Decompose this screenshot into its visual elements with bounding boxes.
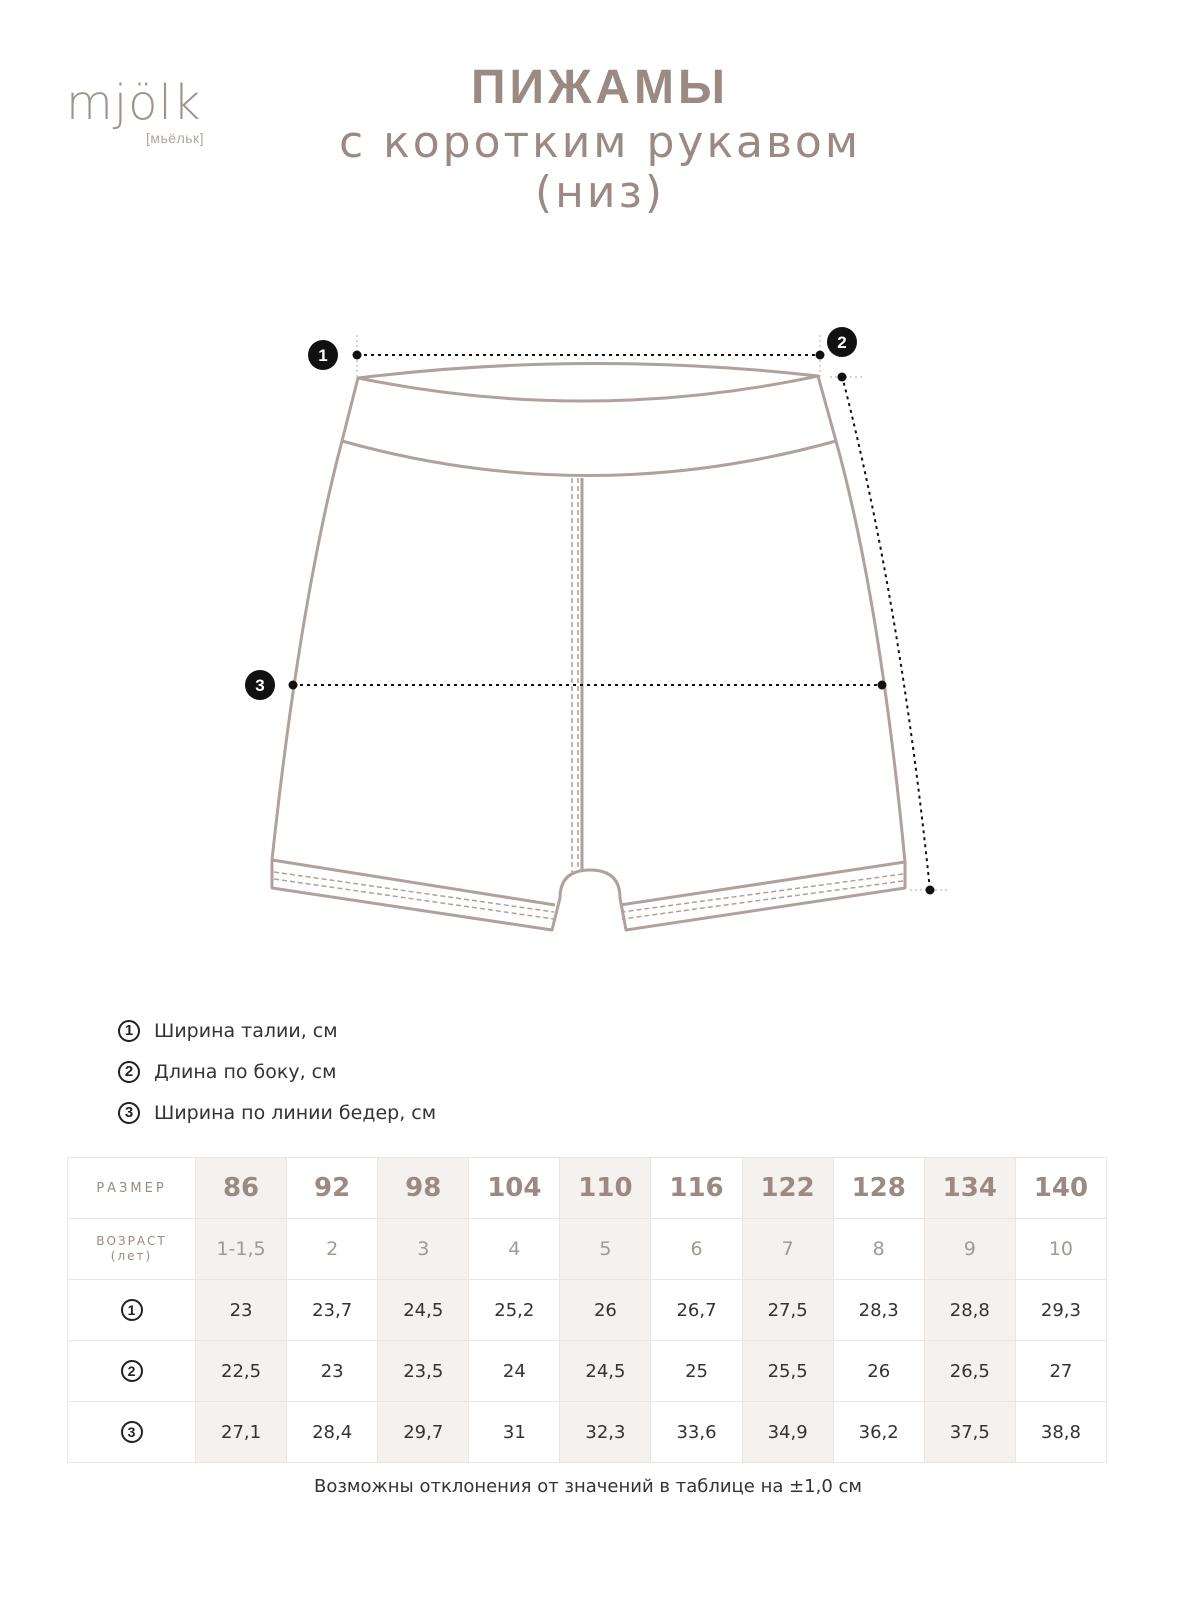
size-cell: 110 — [560, 1158, 651, 1219]
row-number: 3 — [121, 1421, 143, 1443]
value-cell: 27,1 — [196, 1402, 287, 1463]
svg-text:2: 2 — [837, 333, 847, 352]
size-table — [67, 1157, 1107, 1463]
shorts-outline — [272, 363, 905, 930]
table-row-side-length — [68, 1341, 1107, 1402]
marker-2 — [827, 327, 857, 357]
svg-text:1: 1 — [318, 346, 328, 365]
value-cell: 26 — [560, 1280, 651, 1341]
age-cell: 1-1,5 — [196, 1219, 287, 1280]
value-cell: 37,5 — [924, 1402, 1015, 1463]
stitch-lines — [274, 478, 903, 919]
measure-line-side — [842, 376, 930, 890]
value-cell: 24 — [469, 1341, 560, 1402]
page-title — [0, 58, 1200, 218]
value-cell: 26,7 — [651, 1280, 742, 1341]
age-cell: 9 — [924, 1219, 1015, 1280]
value-cell: 27,5 — [742, 1280, 833, 1341]
size-cell: 104 — [469, 1158, 560, 1219]
age-cell: 10 — [1015, 1219, 1106, 1280]
age-unit: (лет) — [110, 1249, 153, 1263]
brand-transliteration: [мьёльк] — [146, 130, 205, 146]
value-cell: 23,5 — [378, 1341, 469, 1402]
value-cell: 24,5 — [378, 1280, 469, 1341]
value-cell: 31 — [469, 1402, 560, 1463]
table-row-sizes — [68, 1158, 1107, 1219]
age-cell: 5 — [560, 1219, 651, 1280]
size-cell: 86 — [196, 1158, 287, 1219]
marker-1 — [308, 340, 338, 370]
row-number: 2 — [121, 1360, 143, 1382]
value-cell: 27 — [1015, 1341, 1106, 1402]
row-header-size: РАЗМЕР — [68, 1158, 196, 1219]
brand-name: mjölk — [66, 75, 202, 131]
legend-text: Длина по боку, см — [154, 1060, 337, 1083]
row-number: 1 — [121, 1299, 143, 1321]
table-row-ages — [68, 1219, 1107, 1280]
table-row-hips — [68, 1402, 1107, 1463]
size-cell: 134 — [924, 1158, 1015, 1219]
value-cell: 34,9 — [742, 1402, 833, 1463]
row-header-age — [68, 1219, 196, 1280]
row-header-measure — [68, 1402, 196, 1463]
value-cell: 28,8 — [924, 1280, 1015, 1341]
size-cell: 140 — [1015, 1158, 1106, 1219]
value-cell: 25 — [651, 1341, 742, 1402]
age-cell: 6 — [651, 1219, 742, 1280]
size-cell: 128 — [833, 1158, 924, 1219]
value-cell: 28,3 — [833, 1280, 924, 1341]
age-cell: 2 — [287, 1219, 378, 1280]
row-header-measure — [68, 1280, 196, 1341]
title-line2: с коротким рукавом — [338, 117, 862, 168]
value-cell: 25,2 — [469, 1280, 560, 1341]
value-cell: 38,8 — [1015, 1402, 1106, 1463]
svg-text:3: 3 — [255, 676, 265, 695]
age-cell: 8 — [833, 1219, 924, 1280]
size-cell: 116 — [651, 1158, 742, 1219]
value-cell: 28,4 — [287, 1402, 378, 1463]
legend-item — [118, 1010, 436, 1051]
age-label: ВОЗРАСТ — [96, 1234, 167, 1248]
size-cell: 98 — [378, 1158, 469, 1219]
value-cell: 29,7 — [378, 1402, 469, 1463]
legend-number: 3 — [118, 1102, 140, 1124]
value-cell: 23 — [287, 1341, 378, 1402]
value-cell: 36,2 — [833, 1402, 924, 1463]
value-cell: 25,5 — [742, 1341, 833, 1402]
tolerance-note: Возможны отклонения от значений в таблице на ±1,0 см — [314, 1476, 862, 1497]
legend-text: Ширина талии, см — [154, 1019, 338, 1042]
size-cell: 122 — [742, 1158, 833, 1219]
age-cell: 7 — [742, 1219, 833, 1280]
value-cell: 33,6 — [651, 1402, 742, 1463]
measurement-legend — [118, 1010, 436, 1133]
value-cell: 24,5 — [560, 1341, 651, 1402]
shorts-diagram — [0, 320, 1200, 960]
row-header-measure — [68, 1341, 196, 1402]
value-cell: 26,5 — [924, 1341, 1015, 1402]
value-cell: 32,3 — [560, 1402, 651, 1463]
legend-text: Ширина по линии бедер, см — [154, 1101, 437, 1124]
table-row-waist — [68, 1280, 1107, 1341]
value-cell: 23,7 — [287, 1280, 378, 1341]
legend-item — [118, 1092, 436, 1133]
age-cell: 3 — [378, 1219, 469, 1280]
legend-number: 2 — [118, 1061, 140, 1083]
legend-item — [118, 1051, 436, 1092]
value-cell: 22,5 — [196, 1341, 287, 1402]
age-cell: 4 — [469, 1219, 560, 1280]
marker-3 — [245, 670, 275, 700]
value-cell: 26 — [833, 1341, 924, 1402]
value-cell: 29,3 — [1015, 1280, 1106, 1341]
value-cell: 23 — [196, 1280, 287, 1341]
title-main: ПИЖАМЫ — [470, 61, 730, 114]
title-line3: (низ) — [534, 167, 666, 218]
size-cell: 92 — [287, 1158, 378, 1219]
legend-number: 1 — [118, 1020, 140, 1042]
